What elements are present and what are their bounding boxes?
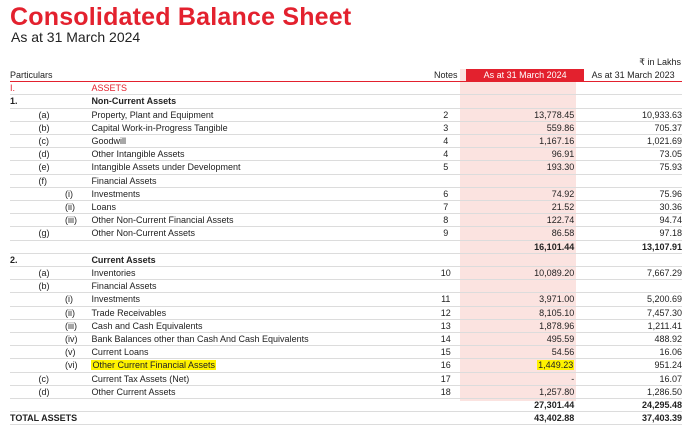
row-sub-letter <box>39 253 65 266</box>
row-sub-roman <box>65 227 91 240</box>
row-current-value: 86.58 <box>466 227 584 240</box>
row-previous-value: 37,403.39 <box>584 412 682 425</box>
table-row <box>10 240 682 253</box>
row-previous-value: 75.96 <box>584 187 682 200</box>
row-notes <box>425 82 466 95</box>
row-sub-roman <box>65 267 91 280</box>
row-label: Current Loans <box>91 346 425 359</box>
row-sub-letter: (c) <box>39 135 65 148</box>
row-sub-letter <box>39 306 65 319</box>
row-sub-letter: (b) <box>39 121 65 134</box>
row-previous-value <box>584 253 682 266</box>
row-sub-roman <box>65 240 91 253</box>
row-current-value: 96.91 <box>466 148 584 161</box>
row-number <box>10 108 39 121</box>
row-label: Other Intangible Assets <box>91 148 425 161</box>
row-notes: 11 <box>425 293 466 306</box>
table-row <box>10 306 682 319</box>
row-previous-value: 16.07 <box>584 372 682 385</box>
row-current-value <box>466 280 584 293</box>
row-current-value <box>466 95 584 108</box>
row-number <box>10 227 39 240</box>
header-particulars: Particulars <box>10 69 425 82</box>
row-current-value: 1,878.96 <box>466 319 584 332</box>
row-current-value: 559.86 <box>466 121 584 134</box>
row-number <box>10 319 39 332</box>
row-current-value: 3,971.00 <box>466 293 584 306</box>
row-label: Cash and Cash Equivalents <box>91 319 425 332</box>
row-label: Trade Receivables <box>91 306 425 319</box>
row-notes <box>425 174 466 187</box>
row-notes: 14 <box>425 333 466 346</box>
row-label: Intangible Assets under Development <box>91 161 425 174</box>
row-sub-roman: (iv) <box>65 333 91 346</box>
row-current-value: 13,778.45 <box>466 108 584 121</box>
row-current-value: 16,101.44 <box>466 240 584 253</box>
row-number <box>10 293 39 306</box>
row-sub-letter: (b) <box>39 280 65 293</box>
table-row <box>10 267 682 280</box>
row-sub-letter: (d) <box>39 385 65 398</box>
row-current-value: 1,167.16 <box>466 135 584 148</box>
highlighted-label: Other Current Financial Assets <box>92 360 215 371</box>
row-number <box>10 359 39 372</box>
row-sub-roman <box>65 108 91 121</box>
row-previous-value: 1,021.69 <box>584 135 682 148</box>
table-row <box>10 174 682 187</box>
row-current-value <box>466 82 584 95</box>
row-label: Other Non-Current Financial Assets <box>91 214 425 227</box>
row-label: Non-Current Assets <box>91 95 425 108</box>
row-previous-value: 13,107.91 <box>584 240 682 253</box>
row-current-value <box>466 253 584 266</box>
row-sub-roman: (i) <box>65 293 91 306</box>
row-sub-letter: (a) <box>39 267 65 280</box>
row-sub-letter: (g) <box>39 227 65 240</box>
row-number <box>10 161 39 174</box>
row-number <box>10 135 39 148</box>
row-sub-letter <box>39 293 65 306</box>
row-notes: 15 <box>425 346 466 359</box>
row-label: Other Non-Current Assets <box>91 227 425 240</box>
row-sub-letter <box>39 187 65 200</box>
row-number <box>10 372 39 385</box>
table-row <box>10 201 682 214</box>
row-number <box>10 214 39 227</box>
row-current-value: 10,089.20 <box>466 267 584 280</box>
row-number <box>10 121 39 134</box>
row-notes <box>425 240 466 253</box>
row-notes: 4 <box>425 148 466 161</box>
row-number <box>10 148 39 161</box>
row-current-value: 122.74 <box>466 214 584 227</box>
row-sub-letter <box>39 82 65 95</box>
row-label <box>91 240 425 253</box>
row-notes <box>425 412 466 425</box>
row-sub-roman: (iii) <box>65 214 91 227</box>
row-previous-value: 951.24 <box>584 359 682 372</box>
row-previous-value: 94.74 <box>584 214 682 227</box>
row-previous-value <box>584 95 682 108</box>
header-previous-year: As at 31 March 2023 <box>584 69 682 82</box>
table-row <box>10 346 682 359</box>
row-sub-letter <box>39 214 65 227</box>
table-row <box>10 359 682 372</box>
row-sub-letter: (c) <box>39 372 65 385</box>
row-sub-letter <box>39 240 65 253</box>
row-current-value <box>466 174 584 187</box>
row-current-value: 54.56 <box>466 346 584 359</box>
row-label: Financial Assets <box>91 174 425 187</box>
row-label: Goodwill <box>91 135 425 148</box>
row-number: 1. <box>10 95 39 108</box>
table-row <box>10 135 682 148</box>
row-current-value: 495.59 <box>466 333 584 346</box>
row-sub-roman <box>65 161 91 174</box>
row-previous-value: 30.36 <box>584 201 682 214</box>
table-row <box>10 319 682 332</box>
row-sub-letter: (f) <box>39 174 65 187</box>
row-label <box>91 359 425 372</box>
row-notes <box>425 253 466 266</box>
row-number: I. <box>10 82 39 95</box>
row-sub-roman <box>65 174 91 187</box>
row-previous-value: 24,295.48 <box>584 399 682 412</box>
table-row <box>10 293 682 306</box>
table-row <box>10 95 682 108</box>
row-number <box>10 280 39 293</box>
row-label: ASSETS <box>91 82 425 95</box>
row-label: Capital Work-in-Progress Tangible <box>91 121 425 134</box>
row-number <box>10 174 39 187</box>
row-sub-roman <box>65 121 91 134</box>
row-number <box>10 385 39 398</box>
page-subtitle: As at 31 March 2024 <box>11 29 141 45</box>
table-row <box>10 148 682 161</box>
row-sub-letter <box>39 201 65 214</box>
row-number <box>10 240 39 253</box>
row-sub-letter <box>39 319 65 332</box>
row-sub-roman: (iii) <box>65 319 91 332</box>
row-previous-value: 73.05 <box>584 148 682 161</box>
row-current-value: 193.30 <box>466 161 584 174</box>
row-sub-letter <box>39 95 65 108</box>
row-sub-roman <box>65 280 91 293</box>
table-row <box>10 187 682 200</box>
row-sub-letter: (a) <box>39 108 65 121</box>
row-label: Investments <box>91 187 425 200</box>
table-row <box>10 227 682 240</box>
table-row <box>10 412 682 425</box>
row-number <box>10 187 39 200</box>
row-previous-value: 97.18 <box>584 227 682 240</box>
row-notes: 5 <box>425 161 466 174</box>
row-notes: 3 <box>425 121 466 134</box>
row-sub-letter <box>39 359 65 372</box>
row-current-value: 21.52 <box>466 201 584 214</box>
row-previous-value: 16.06 <box>584 346 682 359</box>
row-label: Inventories <box>91 267 425 280</box>
row-current-value: 74.92 <box>466 187 584 200</box>
currency-unit: ₹ in Lakhs <box>639 57 681 67</box>
row-number <box>10 333 39 346</box>
row-previous-value: 7,457.30 <box>584 306 682 319</box>
row-notes: 2 <box>425 108 466 121</box>
row-label: Current Assets <box>91 253 425 266</box>
row-sub-roman: (i) <box>65 187 91 200</box>
row-current-value: 8,105.10 <box>466 306 584 319</box>
page-title: Consolidated Balance Sheet <box>10 3 352 31</box>
row-previous-value: 1,211.41 <box>584 319 682 332</box>
row-sub-roman <box>65 95 91 108</box>
row-label: Loans <box>91 201 425 214</box>
header-notes: Notes <box>425 69 466 82</box>
row-previous-value: 5,200.69 <box>584 293 682 306</box>
row-notes: 4 <box>425 135 466 148</box>
row-sub-letter: (d) <box>39 148 65 161</box>
row-sub-roman <box>65 82 91 95</box>
row-sub-roman: (ii) <box>65 306 91 319</box>
row-label: TOTAL ASSETS <box>10 412 425 425</box>
row-sub-letter <box>39 333 65 346</box>
row-number <box>10 346 39 359</box>
table-row <box>10 82 682 95</box>
row-previous-value: 488.92 <box>584 333 682 346</box>
row-sub-letter: (e) <box>39 161 65 174</box>
row-notes: 7 <box>425 201 466 214</box>
row-previous-value <box>584 174 682 187</box>
row-label: Investments <box>91 293 425 306</box>
row-notes: 9 <box>425 227 466 240</box>
row-notes: 13 <box>425 319 466 332</box>
row-number <box>10 201 39 214</box>
row-current-value: 27,301.44 <box>466 399 584 412</box>
table-row <box>10 253 682 266</box>
table-row <box>10 214 682 227</box>
row-sub-roman: (ii) <box>65 201 91 214</box>
row-previous-value: 7,667.29 <box>584 267 682 280</box>
row-sub-roman <box>65 135 91 148</box>
highlighted-value: 1,449.23 <box>538 360 574 371</box>
table-row <box>10 333 682 346</box>
row-notes: 16 <box>425 359 466 372</box>
row-current-value <box>466 359 584 372</box>
row-previous-value: 1,286.50 <box>584 385 682 398</box>
row-current-value: 43,402.88 <box>466 412 584 425</box>
table-row <box>10 280 682 293</box>
row-number <box>10 267 39 280</box>
row-previous-value: 705.37 <box>584 121 682 134</box>
row-current-value: 1,257.80 <box>466 385 584 398</box>
row-notes: 8 <box>425 214 466 227</box>
table-row <box>10 121 682 134</box>
row-notes: 10 <box>425 267 466 280</box>
table-row <box>10 108 682 121</box>
row-sub-roman: (v) <box>65 346 91 359</box>
row-previous-value <box>584 82 682 95</box>
row-notes <box>425 280 466 293</box>
row-sub-roman <box>65 372 91 385</box>
row-number: 2. <box>10 253 39 266</box>
row-sub-roman <box>65 253 91 266</box>
row-sub-roman <box>65 148 91 161</box>
table-header-row <box>10 69 682 82</box>
row-sub-letter <box>39 346 65 359</box>
table-row <box>10 161 682 174</box>
row-previous-value: 75.93 <box>584 161 682 174</box>
row-label: Other Current Assets <box>91 385 425 398</box>
row-notes: 17 <box>425 372 466 385</box>
row-label: Financial Assets <box>91 280 425 293</box>
header-current-year: As at 31 March 2024 <box>466 69 584 82</box>
row-notes: 6 <box>425 187 466 200</box>
row-sub-roman: (vi) <box>65 359 91 372</box>
row-notes: 18 <box>425 385 466 398</box>
row-label: Current Tax Assets (Net) <box>91 372 425 385</box>
row-current-value: - <box>466 372 584 385</box>
row-previous-value: 10,933.63 <box>584 108 682 121</box>
table-row <box>10 385 682 398</box>
row-label: Property, Plant and Equipment <box>91 108 425 121</box>
row-notes: 12 <box>425 306 466 319</box>
balance-sheet-table <box>10 69 682 425</box>
row-number <box>10 306 39 319</box>
row-label: Bank Balances other than Cash And Cash Equivalents <box>91 333 425 346</box>
table-row <box>10 372 682 385</box>
row-previous-value <box>584 280 682 293</box>
row-notes <box>425 95 466 108</box>
row-sub-roman <box>65 385 91 398</box>
